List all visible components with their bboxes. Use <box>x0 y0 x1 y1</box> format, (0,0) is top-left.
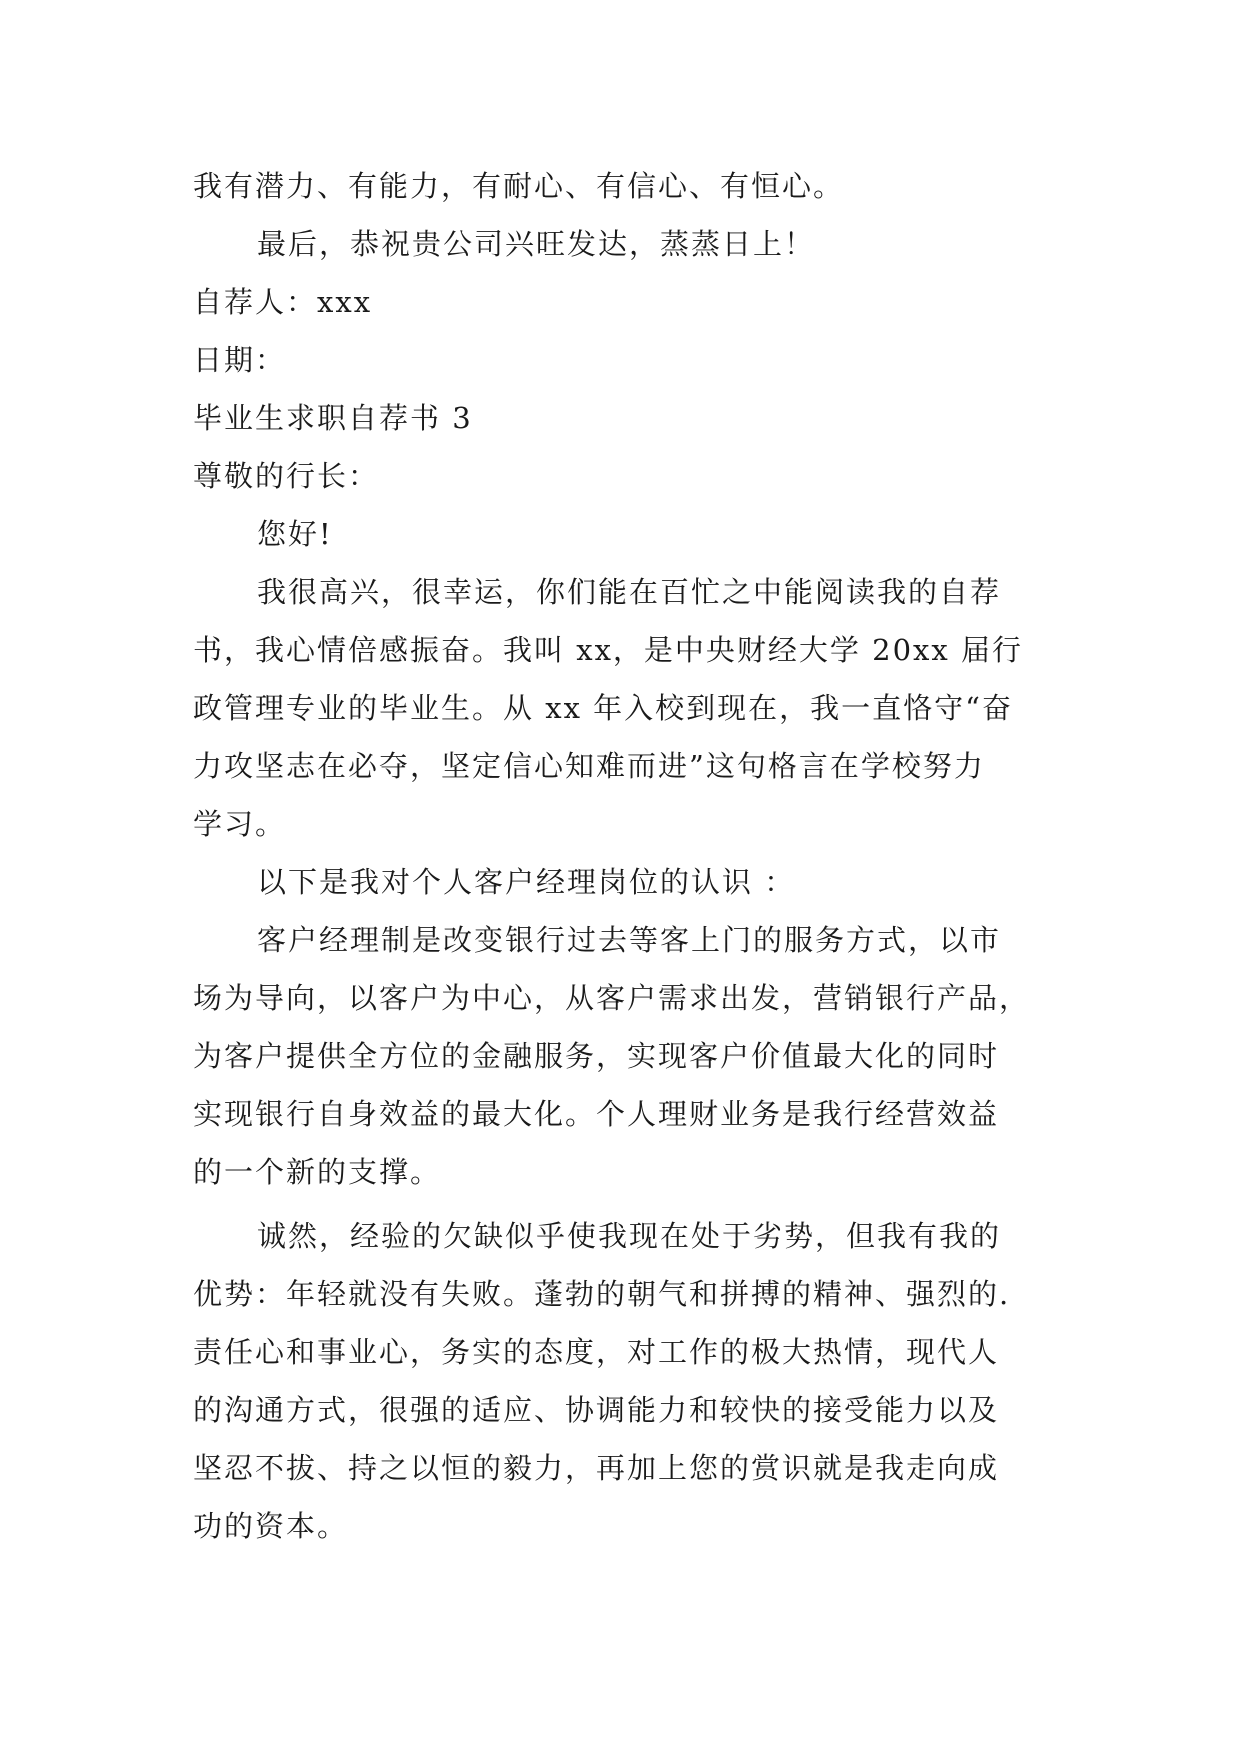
salutation: 尊敬的行长： <box>193 459 380 493</box>
text-line: 我有潜力、有能力，有耐心、有信心、有恒心。 <box>193 169 845 203</box>
text-line: 实现银行自身效益的最大化。个人理财业务是我行经营效益 <box>193 1097 1000 1131</box>
closing-wish: 最后，恭祝贵公司兴旺发达，蒸蒸日上！ <box>257 227 816 261</box>
text-line: 客户经理制是改变银行过去等客上门的服务方式，以市 <box>257 923 1002 957</box>
text-line: 坚忍不拔、持之以恒的毅力，再加上您的赏识就是我走向成 <box>193 1451 1000 1485</box>
section-title: 毕业生求职自荐书 3 <box>193 401 473 435</box>
text-line: 政管理专业的毕业生。从 xx 年入校到现在，我一直恪守“奋 <box>193 691 1013 725</box>
text-line: 诚然，经验的欠缺似乎使我现在处于劣势，但我有我的 <box>257 1219 1002 1253</box>
text-line: 责任心和事业心，务实的态度，对工作的极大热情，现代人 <box>193 1335 1000 1369</box>
text-line: 我很高兴，很幸运，你们能在百忙之中能阅读我的自荐 <box>257 575 1002 609</box>
text-line: 力攻坚志在必夺，坚定信心知难而进”这句格言在学校努力 <box>193 749 985 783</box>
text-line: 学习。 <box>193 807 287 841</box>
greeting: 您好! <box>257 517 333 551</box>
text-line: 以下是我对个人客户经理岗位的认识 ： <box>257 865 796 899</box>
text-line: 的沟通方式，很强的适应、协调能力和较快的接受能力以及 <box>193 1393 1000 1427</box>
date-line: 日期： <box>193 343 287 377</box>
text-line: 场为导向，以客户为中心，从客户需求出发，营销银行产品， <box>193 981 1031 1015</box>
text-line: 优势：年轻就没有失败。蓬勃的朝气和拼搏的精神、强烈的. <box>193 1277 1011 1311</box>
text-line: 功的资本。 <box>193 1509 349 1543</box>
text-line: 书，我心情倍感振奋。我叫 xx，是中央财经大学 20xx 届行 <box>193 633 1023 667</box>
text-line: 为客户提供全方位的金融服务，实现客户价值最大化的同时 <box>193 1039 1000 1073</box>
text-line: 的一个新的支撑。 <box>193 1155 442 1189</box>
signer-line: 自荐人：xxx <box>193 285 373 319</box>
document-body <box>193 157 1053 1555</box>
